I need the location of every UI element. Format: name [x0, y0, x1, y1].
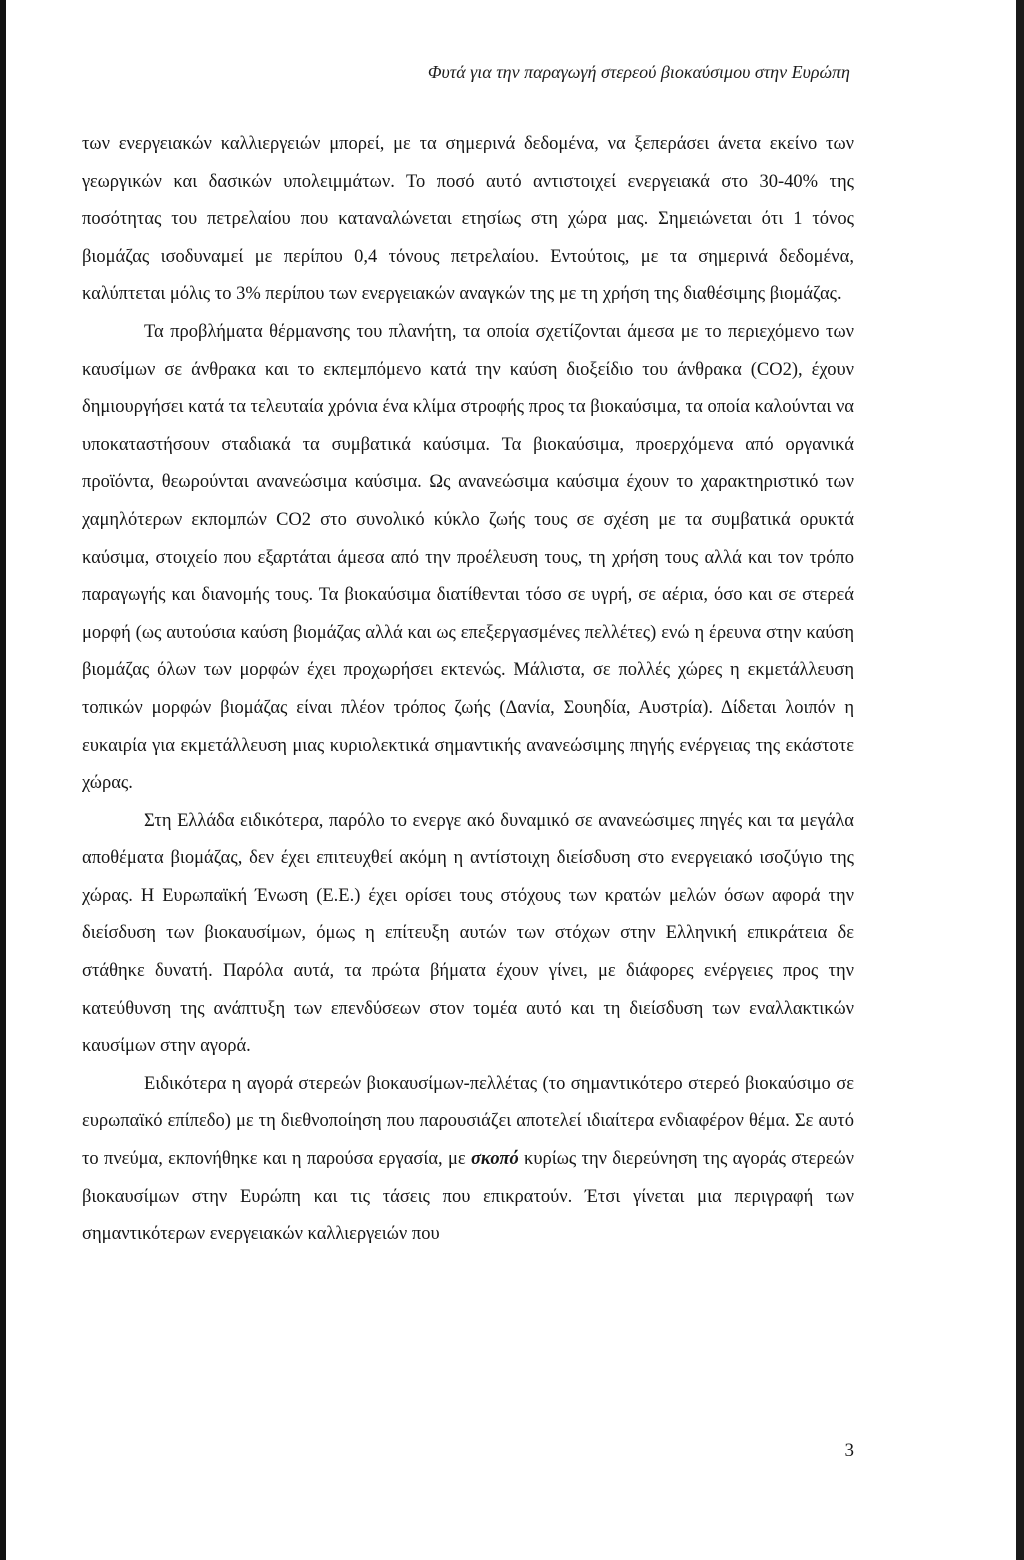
page-number: 3 — [844, 1440, 854, 1461]
scan-right-border — [1016, 0, 1024, 1560]
paragraph-4-start: Ειδικότερα η αγορά στερεών βιοκαυσίμων-πελλέτας (το σημαντικότερο στερεό βιοκαύσιμο σε ευρωπαϊκό επίπεδο) με τη διεθνοποίηση που παρουσιάζει αποτελεί ιδιαίτερα ενδιαφέρον θέμα. Σε αυτό το πνεύμα, εκπονήθηκε και η παρούσα εργασία, με — [82, 1073, 854, 1170]
paragraph-3: Στη Ελλάδα ειδικότερα, παρόλο το ενεργε ακό δυναμικό σε ανανεώσιμες πηγές και τα μεγάλα αποθέματα βιομάζας, δεν έχει επιτευχθεί ακόμη η αντίστοιχη διείσδυση στο ενεργειακό ισοζύγιο της χώρας. Η Ευρωπαϊκή Ένωση (Ε.Ε.) έχει ορίσει τους στόχους των κρατών μελών όσων αφορά την διείσδυση των βιοκαυσίμων, όμως η επίτευξη αυτών των στόχων στην Ελληνική επικράτεια δε στάθηκε δυνατή. Παρόλα αυτά, τα πρώτα βήματα έχουν γίνει, με διάφορες ενέργειες προς την κατεύθυνση της ανάπτυξη των επενδύσεων στον τομέα αυτό και τη διείσδυση των εναλλακτικών καυσίμων στην αγορά. — [82, 810, 854, 1057]
paragraph-2: Τα προβλήματα θέρμανσης του πλανήτη, τα οποία σχετίζονται άμεσα με το περιεχόμενο των καυσίμων σε άνθρακα και το εκπεμπόμενο κατά την καύση διοξείδιο του άνθρακα (CO2), έχουν δημιουργήσει κατά τα τελευταία χρόνια ένα κλίμα στροφής προς τα βιοκαύσιμα, τα οποία καλούνται να υποκαταστήσουν σταδιακά τα συμβατικά καύσιμα. Τα βιοκαύσιμα, προερχόμενα από οργανικά προϊόντα, θεωρούνται ανανεώσιμα καύσιμα. Ως ανανεώσιμα καύσιμα έχουν το χαρακτηριστικό των χαμηλότερων εκπομπών CO2 στο συνολικό κύκλο ζωής τους σε σχέση με τα συμβατικά ορυκτά καύσιμα, στοιχείο που εξαρτάται άμεσα από την προέλευση τους, τη χρήση τους αλλά και τον τρόπο παραγωγής και διανομής τους. Τα βιοκαύσιμα διατίθενται τόσο σε υγρή, σε αέρια, όσο και σε στερεά μορφή (ως αυτούσια καύση βιομάζας αλλά και ως επεξεργασμένες πελλέτες) ενώ η έρευνα στην καύση βιομάζας όλων των μορφών έχει προχωρήσει εκτενώς. Μάλιστα, σε πολλές χώρες η εκμετάλλευση τοπικών μορφών βιομάζας είναι πλέον τρόπος ζωής (Δανία, Σουηδία, Αυστρία). Δίδεται λοιπόν η ευκαιρία για εκμετάλλευση μιας κυριολεκτικά σημαντικής ανανεώσιμης πηγής ενέργειας της εκάστοτε χώρας. — [82, 321, 854, 794]
emphasized-word: σκοπό — [470, 1149, 519, 1170]
paragraph-4-end: κυρίως την διερεύνηση της αγοράς στερεών βιοκαυσίμων στην Ευρώπη και τις τάσεις που επικρατούν. Έτσι γίνεται μια περιγραφή των σημαντικότερων ενεργειακών καλλιεργειών που — [82, 1149, 854, 1245]
paragraph-1: των ενεργειακών καλλιεργειών μπορεί, με τα σημερινά δεδομένα, να ξεπεράσει άνετα εκείνο των γεωργικών και δασικών υπολειμμάτων. Το ποσό αυτό αντιστοιχεί ενεργειακά στο 30-40% της ποσότητας του πετρελαίου που καταναλώνεται ετησίως στη χώρα μας. Σημειώνεται ότι 1 τόνος βιομάζας ισοδυναμεί με περίπου 0,4 τόνους πετρελαίου. Εντούτοις, με τα σημερινά δεδομένα, καλύπτεται μόλις το 3% περίπου των ενεργειακών αναγκών της με τη χρήση της διαθέσιμης βιομάζας. — [82, 134, 854, 305]
paragraph-4 — [82, 1066, 854, 1254]
running-header: Φυτά για την παραγωγή στερεού βιοκαύσιμου στην Ευρώπη — [427, 62, 850, 82]
scan-left-border — [0, 0, 6, 1560]
body-text — [82, 126, 854, 1254]
